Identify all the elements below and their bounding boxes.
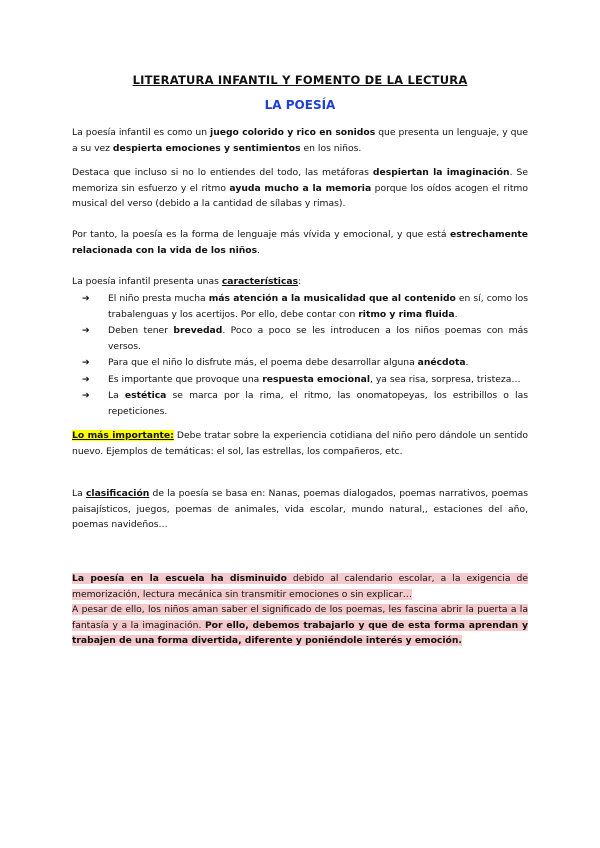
text: Es importante que provoque una (108, 373, 263, 385)
text: . Poco a poco se les introducen a los niños poemas con más versos. (108, 325, 528, 352)
bold-text: anécdota (417, 357, 466, 368)
bold-text: ayuda mucho a la memoria (229, 182, 372, 194)
text: Destaca que incluso si no lo entiendes del todo, las metáforas (72, 167, 373, 178)
highlighted-heading: Lo más importante: (72, 430, 174, 441)
text: que presenta un lenguaje, y que a su vez (72, 127, 528, 154)
bold-underlined-text: clasificación (85, 488, 150, 499)
bold-text: estrechamente relacionada con la vida de los niños (72, 229, 528, 256)
text: porque los oídos acogen el ritmo musical del verso (debido a la cantidad de sílabas y rimas). (72, 182, 529, 209)
text: A pesar de ello, los niños aman saber el significado de los poemas, les fascina abrir la puerta a la fantasía y a la imaginación. (72, 604, 528, 631)
text: de la poesía se basa en: Nanas, poemas dialogados, poemas narrativos, poemas paisajísticos, juegos, poemas de animales, vida escolar, mundo natural,, estaciones del año, poemas navideños… (72, 488, 528, 530)
paragraph-intro (72, 125, 528, 156)
text: . (465, 357, 469, 368)
bold-text: La poesía en la escuela ha disminuido (72, 573, 287, 584)
document-title: LITERATURA INFANTIL Y FOMENTO DE LA LECTURA (132, 73, 468, 87)
text: El niño presta mucha (108, 293, 209, 304)
text: debido al calendario escolar, a la exigencia de memorización, lectura mecánica sin transmitir emociones o sin explicar… (72, 573, 528, 600)
document-subtitle: LA POESÍA (264, 98, 336, 112)
pink-highlight (72, 604, 528, 646)
arrow-bullet-icon: ➔ (82, 373, 90, 385)
text: Deben tener (108, 325, 174, 336)
paragraph-conclusion (72, 227, 528, 258)
text: en sí, como los trabalenguas y los acertijos. Por ello, debe contar con (108, 293, 528, 320)
text: La (72, 488, 86, 499)
text: Para que el niño lo disfrute más, el poema debe desarrollar alguna (108, 357, 418, 368)
text: La (108, 390, 125, 401)
bold-text: brevedad (173, 325, 223, 336)
list-item (72, 388, 528, 419)
text: . (257, 244, 260, 256)
text: , ya sea risa, sorpresa, tristeza… (369, 373, 521, 385)
paragraph-characteristics-intro (72, 274, 528, 290)
text: . Se memoriza sin esfuerzo y el ritmo (72, 167, 529, 194)
bold-text: despiertan la imaginación (372, 167, 510, 178)
text: Debe tratar sobre la experiencia cotidiana del niño pero dándole un sentido nuevo. Ejemplos de temáticas: el sol, las estrellas, los compañeros, etc. (72, 430, 528, 457)
bold-text: ritmo y rima fluida (358, 308, 455, 320)
text: se marca por la rima, el ritmo, las onomatopeyas, los estribillos o las repeticiones. (108, 390, 529, 417)
bold-text: más atención a la musicalidad que al contenido (208, 293, 456, 304)
paragraph-metaphors (72, 165, 528, 212)
bold-text: Por ello, debemos trabajarlo y que de esta forma aprendan y trabajen de una forma divertida, diferente y poniéndole interés y emoción. (72, 619, 528, 646)
list-item (72, 372, 528, 388)
list-item (72, 291, 528, 322)
text: : (298, 276, 302, 287)
bold-text: respuesta emocional (262, 373, 370, 385)
text: La poesía infantil presenta unas (72, 276, 222, 287)
bold-underlined-text: características (221, 276, 299, 287)
paragraph-most-important (72, 428, 528, 459)
bold-text: estética (124, 390, 167, 401)
paragraph-school-poetry (72, 571, 528, 649)
list-item (72, 323, 528, 354)
text: en los niños. (300, 142, 362, 154)
paragraph-classification (72, 486, 528, 533)
arrow-bullet-icon: ➔ (82, 390, 90, 401)
list-item (72, 355, 528, 371)
bold-text: juego colorido y rico en sonidos (210, 127, 376, 138)
arrow-bullet-icon: ➔ (82, 293, 90, 304)
pink-highlight (72, 573, 528, 600)
text: La poesía infantil es como un (72, 127, 211, 138)
arrow-bullet-icon: ➔ (82, 325, 90, 336)
arrow-bullet-icon: ➔ (82, 357, 90, 368)
characteristics-list (72, 291, 528, 420)
bold-text: despierta emociones y sentimientos (112, 142, 301, 154)
text: . (454, 308, 458, 320)
text: Por tanto, la poesía es la forma de lenguaje más vívida y emocional, y que está (72, 229, 450, 240)
